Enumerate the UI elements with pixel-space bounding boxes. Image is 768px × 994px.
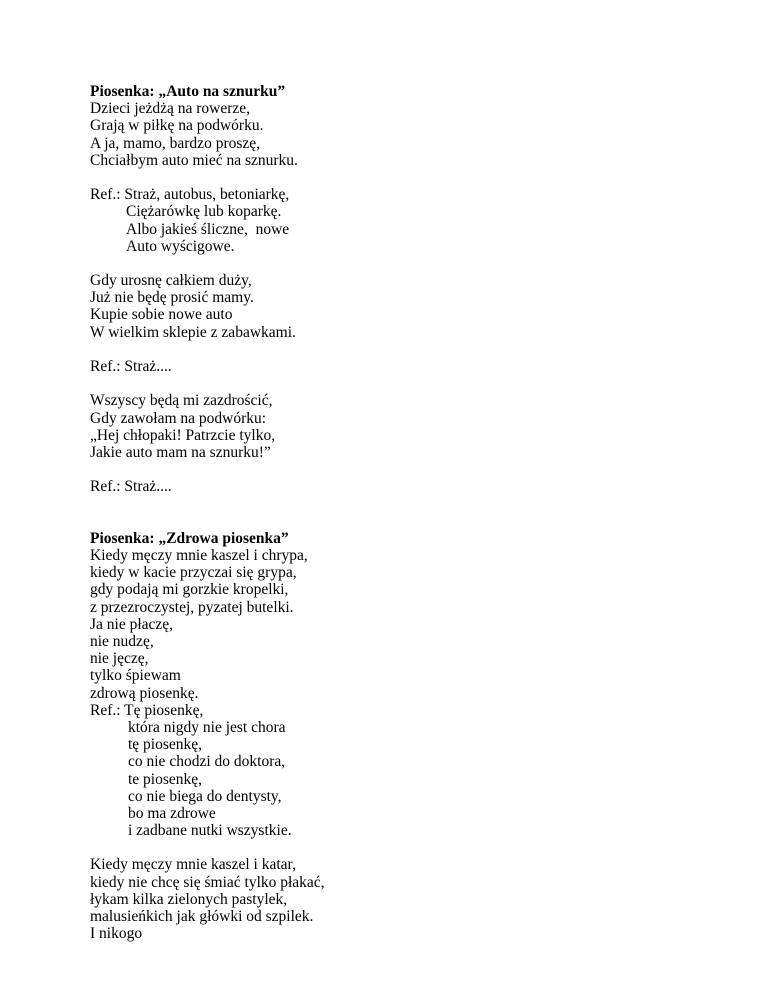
stanza-gap (90, 839, 690, 856)
refrain-line: Ref.: Straż, autobus, betoniarkę, (90, 186, 290, 204)
verse-line: kiedy w kacie przyczai się grypa, (90, 564, 297, 582)
refrain-line: tę piosenkę, (128, 736, 203, 754)
verse-line: z przezroczystej, pyzatej butelki. (90, 598, 294, 616)
refrain-line: która nigdy nie jest chora (128, 718, 286, 736)
verse-line: Gdy urosnę całkiem duży, (90, 272, 252, 290)
verse-line: Grają w piłkę na podwórku. (90, 117, 264, 135)
verse-line: A ja, mamo, bardzo proszę, (90, 134, 261, 152)
verse-line: Kiedy męczy mnie kaszel i chrypa, (90, 547, 308, 565)
verse-line: Kupie sobie nowe auto (90, 306, 233, 324)
refrain-line: co nie biega do dentysty, (128, 787, 282, 805)
verse-line: nie jęczę, (90, 650, 149, 668)
song-title: Piosenka: „Zdrowa piosenka” (90, 529, 289, 547)
verse-line: W wielkim sklepie z zabawkami. (90, 323, 296, 341)
verse-line: Ja nie płaczę, (90, 615, 174, 633)
stanza-gap (90, 255, 690, 272)
verse-line: nie nudzę, (90, 633, 154, 651)
verse-line: „Hej chłopaki! Patrzcie tylko, (90, 426, 276, 444)
verse-line: gdy podają mi gorzkie kropelki, (90, 581, 289, 599)
refrain-line: Ref.: Tę piosenkę, (90, 701, 204, 719)
refrain-line: Ref.: Straż.... (90, 358, 172, 375)
verse-line: łykam kilka zielonych pastylek, (90, 890, 288, 908)
verse-line: kiedy nie chcę się śmiać tylko płakać, (90, 873, 325, 891)
verse-line: Wszyscy będą mi zazdrościć, (90, 392, 273, 410)
refrain-line: Albo jakieś śliczne, nowe (126, 220, 290, 238)
verse-line: Jakie auto mam na sznurku!” (90, 443, 271, 461)
refrain-line: Ref.: Straż.... (90, 478, 172, 496)
refrain-line: bo ma zdrowe (128, 804, 216, 822)
verse-line: zdrową piosenkę. (90, 684, 199, 702)
stanza-gap (90, 461, 690, 478)
refrain-line: co nie chodzi do doktora, (128, 753, 286, 771)
verse-line: Chciałbym auto mieć na sznurku. (90, 151, 298, 169)
stanza-gap (90, 341, 690, 358)
song-lyrics (90, 83, 690, 942)
stanza-gap (90, 375, 690, 392)
verse-line: tylko śpiewam (90, 667, 181, 685)
verse-line: malusieńkich jak główki od szpilek. (90, 908, 314, 926)
refrain-line: i zadbane nutki wszystkie. (128, 822, 292, 840)
stanza-gap (90, 169, 690, 186)
verse-line: Dzieci jeżdżą na rowerze, (90, 100, 251, 118)
verse-line: I nikogo (90, 925, 143, 943)
verse-line: Kiedy męczy mnie kaszel i katar, (90, 856, 296, 874)
verse-line: Gdy zawołam na podwórku: (90, 409, 267, 427)
song-gap (90, 496, 690, 530)
verse-line: Już nie będę prosić mamy. (90, 289, 254, 307)
refrain-line: Auto wyścigowe. (126, 237, 235, 255)
song-title: Piosenka: „Auto na sznurku” (90, 83, 286, 100)
refrain-line: te piosenkę, (128, 770, 203, 788)
refrain-line: Ciężarówkę lub koparkę. (126, 203, 282, 221)
